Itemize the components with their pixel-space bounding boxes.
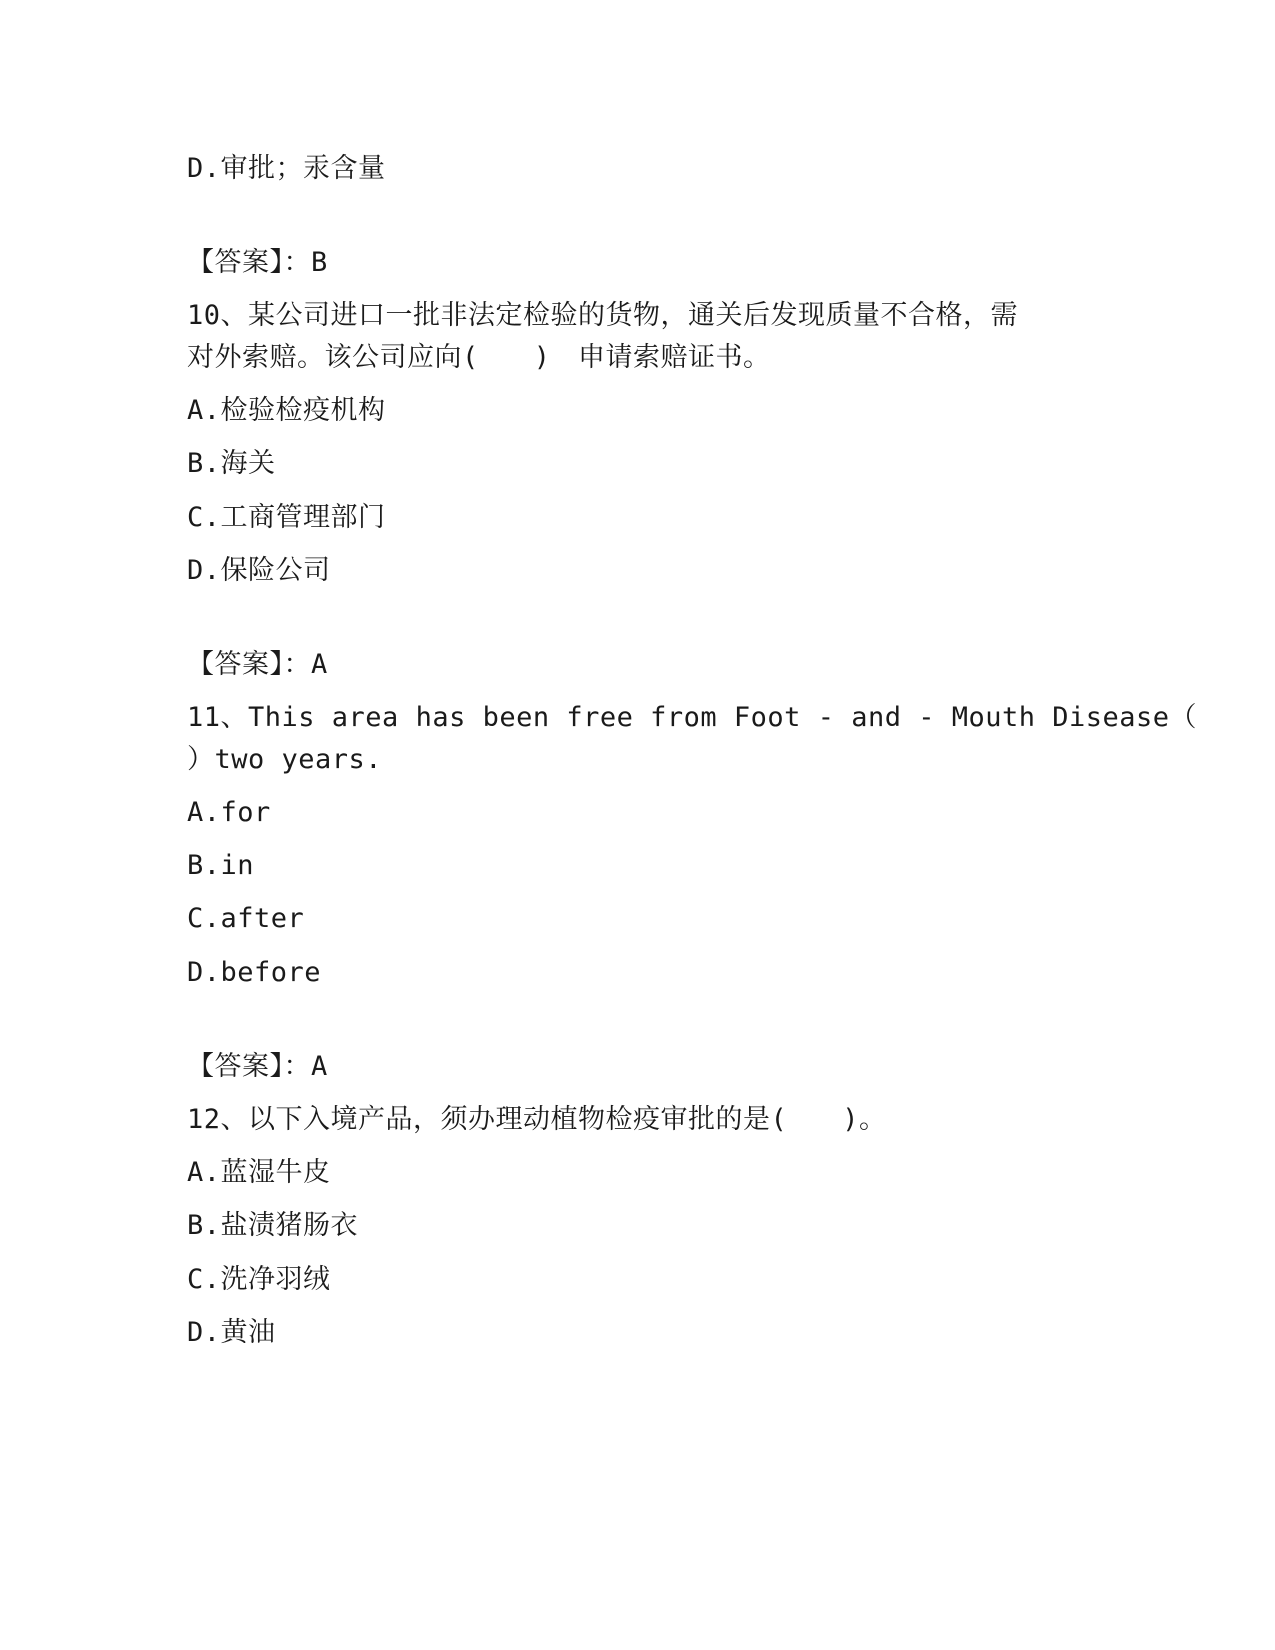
question-10-text-cont: 对外索赔。该公司应向( ) 申请索赔证书。: [187, 342, 771, 373]
answer-label: 【答案】：B: [187, 247, 328, 278]
question-11-text-cont: ）two years.: [187, 744, 383, 775]
question-10-text: 10、某公司进口一批非法定检验的货物，通关后发现质量不合格，需: [187, 300, 1019, 331]
option-a: A.for: [187, 797, 271, 828]
option-c: C.工商管理部门: [187, 502, 386, 533]
option-b: B.盐渍猪肠衣: [187, 1210, 359, 1241]
question-11-text: 11、This area has been free from Foot - and - Mouth Disease（: [187, 702, 1198, 733]
option-d: D.审批；汞含量: [187, 153, 386, 184]
option-d: D.before: [187, 957, 322, 988]
answer-label: 【答案】：A: [187, 1051, 328, 1082]
option-b: B.in: [187, 850, 255, 881]
option-a: A.蓝湿牛皮: [187, 1157, 331, 1188]
option-d: D.保险公司: [187, 555, 331, 586]
question-12-text: 12、以下入境产品，须办理动植物检疫审批的是( )。: [187, 1104, 887, 1135]
option-b: B.海关: [187, 448, 276, 479]
option-c: C.洗净羽绒: [187, 1264, 331, 1295]
option-c: C.after: [187, 903, 305, 934]
option-d: D.黄油: [187, 1317, 276, 1348]
answer-label: 【答案】：A: [187, 649, 328, 680]
option-a: A.检验检疫机构: [187, 395, 386, 426]
